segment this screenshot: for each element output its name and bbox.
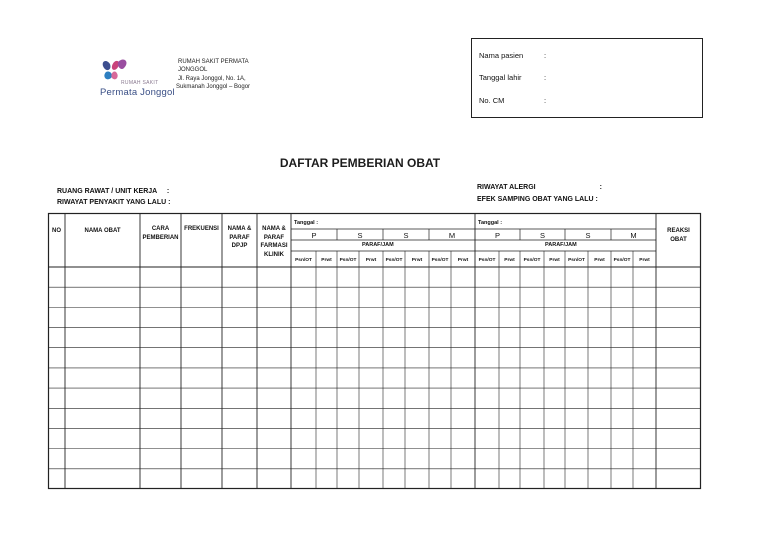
patient-name-field[interactable] — [479, 51, 547, 60]
hospital-name-line1: RUMAH SAKIT PERMATA — [178, 59, 249, 65]
hospital-address — [178, 58, 250, 92]
ward-colon: : — [166, 188, 170, 195]
sub-header-nurse: Prwt — [549, 258, 560, 263]
ward-label-text: RUANG RAWAT / UNIT KERJA — [57, 188, 157, 195]
logo-subtext: RUMAH SAKIT — [121, 80, 159, 86]
sub-header-nurse: Prwt — [321, 258, 332, 263]
patient-name-colon: : — [544, 51, 547, 60]
header-pharmacist — [257, 225, 291, 259]
sub-header-patient: Psn/OT — [613, 258, 631, 263]
shift-s-2a: S — [539, 231, 545, 240]
logo-name: Permata Jonggol — [100, 87, 175, 98]
header-dpjp-line3: DPJP — [231, 243, 248, 249]
header-reaction-line1: REAKSI — [667, 228, 690, 234]
sub-header-nurse: Prwt — [457, 258, 469, 263]
header-pharm-line3: FARMASI — [260, 243, 288, 249]
sub-header-nurse: Prwt — [365, 258, 377, 263]
shift-s-2b: S — [585, 231, 591, 240]
patient-dob-colon: : — [544, 73, 547, 82]
sub-header-patient: Psn/OT — [339, 258, 357, 263]
table-border — [49, 214, 701, 489]
header-dpjp — [222, 225, 257, 251]
medication-table — [48, 213, 701, 489]
header-route — [140, 225, 181, 242]
paraf-jam-2: PARAF/JAM — [545, 242, 577, 248]
allergy-colon: : — [599, 184, 602, 191]
shift-p-2: P — [494, 231, 500, 240]
header-route-line2: PEMBERIAN — [142, 234, 179, 241]
paraf-jam-1: PARAF/JAM — [362, 242, 394, 248]
shift-m-2: M — [630, 231, 637, 240]
allergy-history-label[interactable] — [477, 184, 602, 191]
hospital-address-line1: Jl. Raya Jonggol, No. 1A, — [178, 75, 246, 82]
document-title — [0, 156, 720, 170]
sub-header-patient: Psn/OT — [295, 258, 312, 263]
header-pharm-line4: KLINIK — [264, 251, 284, 258]
sub-header-nurse: Prwt — [639, 258, 650, 263]
patient-cm-label: No. CM — [479, 96, 505, 105]
header-dpjp-line1: NAMA & — [227, 226, 252, 232]
header-no: NO — [52, 228, 61, 234]
shift-s-1a: S — [357, 231, 363, 240]
disease-history-label[interactable]: RIWAYAT PENYAKIT YANG LALU : — [57, 199, 171, 206]
header-route-line1: CARA — [151, 226, 170, 232]
shift-s-1b: S — [403, 231, 409, 240]
header-frequency: FREKUENSI — [184, 226, 219, 232]
header-pharm-line1: NAMA & — [262, 226, 286, 232]
allergy-label-text: RIWAYAT ALERGI — [477, 184, 536, 191]
patient-dob-label: Tanggal lahir — [479, 73, 522, 82]
sub-header-nurse: Prwt — [594, 258, 605, 263]
sub-header-nurse: Prwt — [504, 258, 515, 263]
shift-m-1: M — [448, 231, 456, 240]
sub-header-patient: Psn/OT — [478, 258, 496, 263]
date-label-1[interactable]: Tanggal : — [294, 220, 319, 226]
header-reaction-line2: OBAT — [670, 236, 687, 243]
patient-dob-field[interactable] — [479, 73, 547, 82]
sub-header-patient: Psn/OT — [431, 258, 449, 263]
ward-label[interactable] — [57, 188, 169, 195]
sub-header-patient: Psn/OT — [385, 258, 403, 263]
header-dpjp-line2: PARAF — [229, 234, 250, 241]
side-effect-history-label[interactable]: EFEK SAMPING OBAT YANG LALU : — [477, 196, 598, 203]
sub-header-patient: Psn/OT — [523, 258, 541, 263]
hospital-name-line2: JONGGOL — [178, 67, 208, 74]
sub-header-nurse: Prwt — [411, 258, 423, 263]
shift-p-1: P — [311, 231, 317, 240]
header-drug-name: NAMA OBAT — [84, 228, 121, 234]
table-grid-lines — [48, 213, 701, 489]
patient-name-label: Nama pasien — [479, 51, 524, 60]
header-pharm-line2: PARAF — [263, 234, 285, 241]
patient-cm-field[interactable] — [479, 96, 547, 105]
patient-cm-colon: : — [544, 96, 547, 105]
hospital-address-line2: Sukmanah Jonggol – Bogor — [176, 84, 251, 91]
document-title-text: DAFTAR PEMBERIAN OBAT — [279, 156, 441, 170]
date-label-2[interactable]: Tanggal : — [478, 220, 503, 226]
header-reaction — [656, 227, 701, 244]
patient-identity-box — [471, 38, 703, 118]
sub-header-patient: Psn/OT — [568, 258, 585, 263]
